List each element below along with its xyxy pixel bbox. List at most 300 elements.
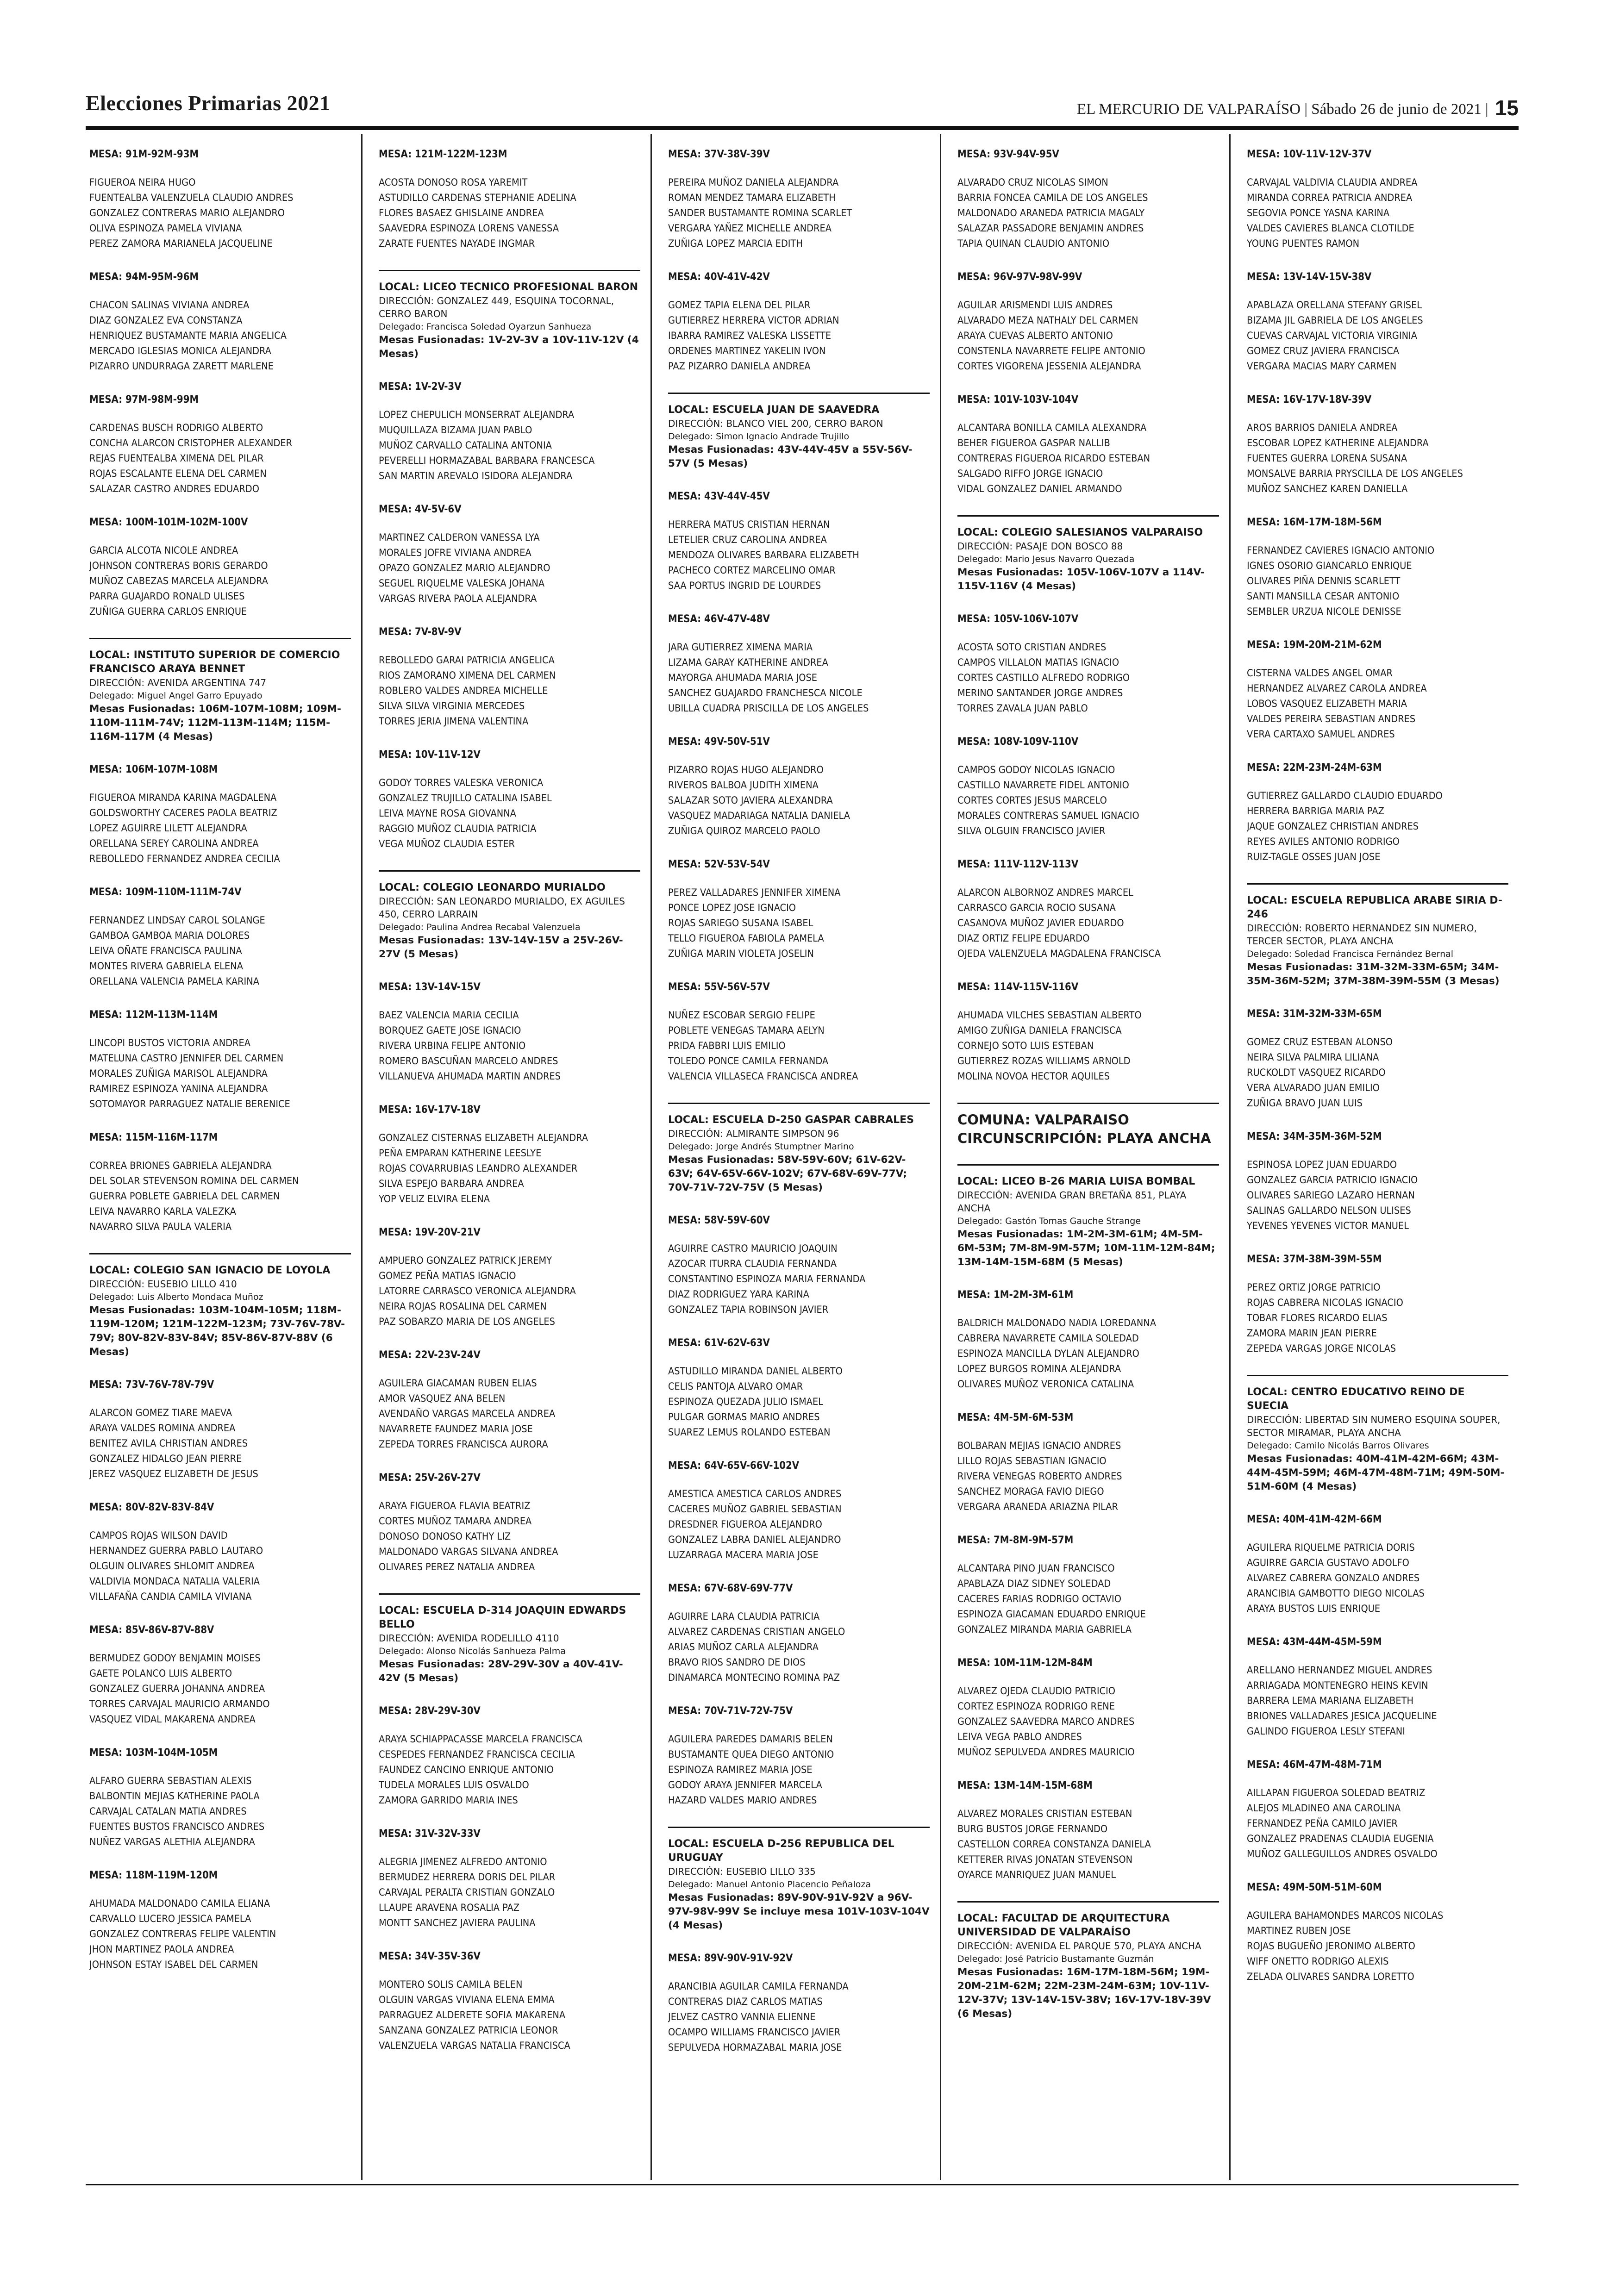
column-divider <box>1229 134 1231 2180</box>
member-name: BUSTAMANTE QUEA DIEGO ANTONIO <box>668 1749 834 1760</box>
member-name: NUÑEZ VARGAS ALETHIA ALEJANDRA <box>89 1836 255 1848</box>
member-name: MORALES CONTRERAS SAMUEL IGNACIO <box>957 810 1139 822</box>
member-name: CORNEJO SOTO LUIS ESTEBAN <box>957 1040 1094 1052</box>
member-name: CHACON SALINAS VIVIANA ANDREA <box>89 299 250 311</box>
local-block <box>957 515 1219 593</box>
local-delegate: Delegado: Francisca Soledad Oyarzun Sanhueza <box>379 322 592 332</box>
member-list <box>957 1561 1193 1637</box>
mesa-title: MESA: 22V-23V-24V <box>379 1349 481 1361</box>
member-name: VALENZUELA VARGAS NATALIA FRANCISCA <box>379 2040 570 2052</box>
local-address: DIRECCIÓN: SAN LEONARDO MURIALDO, EX AGUILES 450, CERRO LARRAIN <box>379 896 625 920</box>
member-name: CORTES CORTES JESUS MARCELO <box>957 795 1107 806</box>
member-name: REBOLLEDO FERNANDEZ ANDREA CECILIA <box>89 853 280 865</box>
mesa-title: MESA: 10V-11V-12V <box>379 749 481 761</box>
member-list <box>668 1486 904 1563</box>
member-name: FLORES BASAEZ GHISLAINE ANDREA <box>379 207 544 219</box>
column-2 <box>379 147 640 2072</box>
mesa-block <box>89 270 351 374</box>
member-name: GUTIERREZ HERRERA VICTOR ADRIAN <box>668 315 839 326</box>
member-list <box>957 1438 1193 1515</box>
member-name: GONZALEZ HIDALGO JEAN PIERRE <box>89 1453 242 1465</box>
member-name: LIZAMA GARAY KATHERINE ANDREA <box>668 657 828 668</box>
member-name: SANDER BUSTAMANTE ROMINA SCARLET <box>668 207 852 219</box>
mesa-title: MESA: 91M-92M-93M <box>89 149 199 160</box>
member-name: OLIVARES SARIEGO LAZARO HERNAN <box>1247 1190 1415 1201</box>
member-name: AMOR VASQUEZ ANA BELEN <box>379 1393 506 1404</box>
member-name: PULGAR GORMAS MARIO ANDRES <box>668 1411 820 1423</box>
member-name: PEREIRA MUÑOZ DANIELA ALEJANDRA <box>668 177 839 188</box>
member-name: SANCHEZ GUAJARDO FRANCHESCA NICOLE <box>668 687 863 699</box>
member-name: PONCE LOPEZ JOSE IGNACIO <box>668 902 796 914</box>
member-name: PEREZ ORTIZ JORGE PATRICIO <box>1247 1282 1381 1293</box>
member-name: NEIRA ROJAS ROSALINA DEL CARMEN <box>379 1301 547 1312</box>
local-block <box>668 1103 930 1195</box>
mesa-block <box>89 1500 351 1604</box>
member-name: ROMERO BASCUÑAN MARCELO ANDRES <box>379 1055 558 1067</box>
member-name: KETTERER RIVAS JONATAN STEVENSON <box>957 1854 1133 1866</box>
merged-tables: Mesas Fusionadas: 43V-44V-45V a 55V-56V-57V (5 Mesas) <box>668 444 913 469</box>
member-name: SEGUEL RIQUELME VALESKA JOHANA <box>379 578 545 589</box>
mesa-block <box>957 857 1219 961</box>
mesa-title: MESA: 22M-23M-24M-63M <box>1247 762 1382 774</box>
member-list <box>379 775 614 852</box>
mesa-block <box>1247 1129 1508 1234</box>
member-list <box>89 1896 325 1972</box>
member-name: DIAZ ORTIZ FELIPE EDUARDO <box>957 933 1090 944</box>
member-name: YEVENES YEVENES VICTOR MANUEL <box>1247 1220 1409 1232</box>
member-list <box>668 1241 904 1317</box>
member-name: SOTOMAYOR PARRAGUEZ NATALIE BERENICE <box>89 1098 290 1110</box>
mesa-block <box>89 147 351 251</box>
member-name: MUÑOZ CARVALLO CATALINA ANTONIA <box>379 440 552 451</box>
member-name: YOUNG PUENTES RAMON <box>1247 238 1360 250</box>
member-name: ROJAS CABRERA NICOLAS IGNACIO <box>1247 1297 1403 1309</box>
member-list <box>89 543 325 619</box>
mesa-block <box>668 1459 930 1563</box>
member-list <box>379 175 614 251</box>
local-block <box>379 270 640 361</box>
local-address: DIRECCIÓN: EUSEBIO LILLO 335 <box>668 1866 816 1877</box>
member-name: GAMBOA GAMBOA MARIA DOLORES <box>89 930 250 942</box>
mesa-title: MESA: 93V-94V-95V <box>957 149 1059 160</box>
member-name: REYES AVILES ANTONIO RODRIGO <box>1247 836 1400 848</box>
member-list <box>957 1008 1193 1084</box>
mesa-title: MESA: 1V-2V-3V <box>379 381 462 393</box>
member-name: BORQUEZ GAETE JOSE IGNACIO <box>379 1025 521 1036</box>
member-name: GONZALEZ CISTERNAS ELIZABETH ALEJANDRA <box>379 1132 588 1144</box>
member-list <box>89 1528 325 1604</box>
mesa-title: MESA: 7V-8V-9V <box>379 626 462 638</box>
member-name: BERMUDEZ GODOY BENJAMIN MOISES <box>89 1653 261 1664</box>
mesa-title: MESA: 13V-14V-15V <box>379 981 481 993</box>
member-name: SALAZAR CASTRO ANDRES EDUARDO <box>89 483 259 495</box>
member-list <box>957 298 1193 374</box>
member-name: SILVA ESPEJO BARBARA ANDREA <box>379 1178 524 1190</box>
member-name: GUERRA POBLETE GABRIELA DEL CARMEN <box>89 1191 280 1202</box>
member-list <box>89 298 325 374</box>
member-name: CELIS PANTOJA ALVARO OMAR <box>668 1381 803 1392</box>
member-name: MONTES RIVERA GABRIELA ELENA <box>89 961 243 972</box>
member-list <box>668 762 904 839</box>
member-name: RIVERA VENEGAS ROBERTO ANDRES <box>957 1471 1122 1482</box>
mesa-title: MESA: 108V-109V-110V <box>957 736 1079 748</box>
member-list <box>957 175 1193 251</box>
member-name: ALVAREZ CABRERA GONZALO ANDRES <box>1247 1572 1420 1584</box>
local-delegate: Delegado: Gastón Tomas Gauche Strange <box>957 1216 1141 1226</box>
member-name: SALAZAR PASSADORE BENJAMIN ANDRES <box>957 223 1144 234</box>
publication-line <box>1077 95 1519 120</box>
member-name: FIGUEROA NEIRA HUGO <box>89 177 196 188</box>
member-name: BALDRICH MALDONADO NADIA LOREDANNA <box>957 1317 1157 1329</box>
member-name: GONZALEZ SAAVEDRA MARCO ANDRES <box>957 1716 1135 1728</box>
member-list <box>379 407 614 484</box>
member-list <box>957 1806 1193 1883</box>
member-name: SEPULVEDA HORMAZABAL MARIA JOSE <box>668 2042 842 2053</box>
mesa-title: MESA: 28V-29V-30V <box>379 1705 481 1717</box>
local-block <box>89 638 351 744</box>
member-name: JEREZ VASQUEZ ELIZABETH DE JESUS <box>89 1468 258 1480</box>
mesa-block <box>89 885 351 989</box>
member-name: ARAYA CUEVAS ALBERTO ANTONIO <box>957 330 1113 342</box>
member-list <box>957 1316 1193 1392</box>
member-name: ARELLANO HERNANDEZ MIGUEL ANDRES <box>1247 1665 1432 1676</box>
mesa-block <box>1247 1635 1508 1739</box>
member-name: SAA PORTUS INGRID DE LOURDES <box>668 580 821 592</box>
member-name: SANTI MANSILLA CESAR ANTONIO <box>1247 591 1400 602</box>
local-title: LOCAL: ESCUELA D-314 JOAQUIN EDWARDS BELLO <box>379 1605 626 1630</box>
merged-tables: Mesas Fusionadas: 31M-32M-33M-65M; 34M-35M-36M-52M; 37M-38M-39M-55M (3 Mesas) <box>1247 961 1500 987</box>
member-name: RIVEROS BALBOA JUDITH XIMENA <box>668 780 819 791</box>
mesa-block <box>1247 270 1508 374</box>
mesa-title: MESA: 73V-76V-78V-79V <box>89 1379 214 1391</box>
member-name: JOHNSON CONTRERAS BORIS GERARDO <box>89 560 268 572</box>
member-name: PARRAGUEZ ALDERETE SOFIA MAKARENA <box>379 2009 566 2021</box>
mesa-title: MESA: 19M-20M-21M-62M <box>1247 639 1382 651</box>
mesa-title: MESA: 52V-53V-54V <box>668 859 770 870</box>
member-name: ESPINOZA MANCILLA DYLAN ALEJANDRO <box>957 1348 1139 1360</box>
member-name: SUAREZ LEMUS ROLANDO ESTEBAN <box>668 1427 831 1438</box>
member-name: ROBLERO VALDES ANDREA MICHELLE <box>379 685 548 697</box>
member-name: OCAMPO WILLIAMS FRANCISCO JAVIER <box>668 2027 841 2038</box>
local-title: LOCAL: LICEO B-26 MARIA LUISA BOMBAL <box>957 1176 1195 1187</box>
member-name: CAMPOS ROJAS WILSON DAVID <box>89 1530 228 1541</box>
member-name: CORREA BRIONES GABRIELA ALEJANDRA <box>89 1160 272 1172</box>
member-name: BOLBARAN MEJIAS IGNACIO ANDRES <box>957 1440 1121 1452</box>
merged-tables: Mesas Fusionadas: 103M-104M-105M; 118M-119M-120M; 121M-122M-123M; 73V-76V-78V-79V; 80V-82V-83V-84V; 85V-86V-87V-88V (6 Mesas) <box>89 1304 345 1358</box>
member-name: CESPEDES FERNANDEZ FRANCISCA CECILIA <box>379 1749 575 1760</box>
local-block <box>668 1827 930 1933</box>
mesa-block <box>1247 1252 1508 1356</box>
member-name: FUENTEALBA VALENZUELA CLAUDIO ANDRES <box>89 192 294 204</box>
member-name: MENDOZA OLIVARES BARBARA ELIZABETH <box>668 549 859 561</box>
merged-tables: Mesas Fusionadas: 28V-29V-30V a 40V-41V-42V (5 Mesas) <box>379 1659 623 1684</box>
member-name: SEGOVIA PONCE YASNA KARINA <box>1247 207 1390 219</box>
member-name: RIVERA URBINA FELIPE ANTONIO <box>379 1040 526 1052</box>
member-name: VERGARA MACIAS MARY CARMEN <box>1247 361 1397 372</box>
member-name: FUENTES BUSTOS FRANCISCO ANDRES <box>89 1821 265 1833</box>
member-name: MALDONADO ARANEDA PATRICIA MAGALY <box>957 207 1145 219</box>
member-name: GONZALEZ GARCIA PATRICIO IGNACIO <box>1247 1174 1418 1186</box>
member-name: HERRERA MATUS CRISTIAN HERNAN <box>668 519 830 530</box>
member-list <box>668 640 904 716</box>
member-name: GOMEZ CRUZ JAVIERA FRANCISCA <box>1247 345 1400 357</box>
member-name: PEREZ VALLADARES JENNIFER XIMENA <box>668 887 841 898</box>
member-name: ALVAREZ MORALES CRISTIAN ESTEBAN <box>957 1808 1132 1820</box>
member-name: CAMPOS VILLALON MATIAS IGNACIO <box>957 657 1119 668</box>
member-name: AILLAPAN FIGUEROA SOLEDAD BEATRIZ <box>1247 1787 1426 1799</box>
member-name: MONTERO SOLIS CAMILA BELEN <box>379 1979 523 1990</box>
member-name: LOBOS VASQUEZ ELIZABETH MARIA <box>1247 698 1407 710</box>
member-name: CORTES CASTILLO ALFREDO RODRIGO <box>957 672 1130 684</box>
member-name: RIOS ZAMORANO XIMENA DEL CARMEN <box>379 670 556 681</box>
mesa-title: MESA: 10V-11V-12V-37V <box>1247 149 1372 160</box>
member-name: LINCOPI BUSTOS VICTORIA ANDREA <box>89 1037 251 1049</box>
member-name: PEREZ ZAMORA MARIANELA JACQUELINE <box>89 238 273 250</box>
member-name: ZUÑIGA BRAVO JUAN LUIS <box>1247 1098 1363 1109</box>
merged-tables: Mesas Fusionadas: 40M-41M-42M-66M; 43M-44M-45M-59M; 46M-47M-48M-71M; 49M-50M-51M-60M (4 Mesas) <box>1247 1453 1505 1492</box>
mesa-block <box>957 1656 1219 1760</box>
member-name: NUÑEZ ESCOBAR SERGIO FELIPE <box>668 1010 815 1021</box>
member-name: CARVAJAL VALDIVIA CLAUDIA ANDREA <box>1247 177 1418 188</box>
member-name: HERNANDEZ GUERRA PABLO LAUTARO <box>89 1545 263 1557</box>
local-address: DIRECCIÓN: EUSEBIO LILLO 410 <box>89 1279 237 1290</box>
member-name: IGNES OSORIO GIANCARLO ENRIQUE <box>1247 560 1412 572</box>
member-list <box>89 175 325 251</box>
member-name: OJEDA VALENZUELA MAGDALENA FRANCISCA <box>957 948 1161 960</box>
mesa-title: MESA: 85V-86V-87V-88V <box>89 1624 214 1636</box>
mesa-title: MESA: 49V-50V-51V <box>668 736 770 748</box>
section-title: Elecciones Primarias 2021 <box>86 91 331 115</box>
mesa-title: MESA: 80V-82V-83V-84V <box>89 1502 214 1513</box>
mesa-title: MESA: 55V-56V-57V <box>668 981 770 993</box>
header-rule <box>86 126 1519 130</box>
member-name: AZOCAR ITURRA CLAUDIA FERNANDA <box>668 1258 837 1270</box>
member-name: ARANCIBIA GAMBOTTO DIEGO NICOLAS <box>1247 1588 1425 1599</box>
member-name: CORTES MUÑOZ TAMARA ANDREA <box>379 1516 532 1527</box>
member-name: MONTT SANCHEZ JAVIERA PAULINA <box>379 1917 536 1929</box>
member-name: AGUILERA GIACAMAN RUBEN ELIAS <box>379 1378 537 1389</box>
local-delegate: Delegado: Miguel Angel Garro Epuyado <box>89 691 263 701</box>
mesa-title: MESA: 40V-41V-42V <box>668 271 770 283</box>
member-name: LOPEZ AGUIRRE LILETT ALEJANDRA <box>89 823 247 834</box>
member-name: MARTINEZ CALDERON VANESSA LYA <box>379 532 540 543</box>
member-list <box>1247 666 1482 742</box>
member-name: VALDIVIA MONDACA NATALIA VALERIA <box>89 1576 260 1587</box>
member-name: ZUÑIGA QUIROZ MARCELO PAOLO <box>668 825 820 837</box>
mesa-title: MESA: 16V-17V-18V-39V <box>1247 394 1372 406</box>
member-name: JAQUE GONZALEZ CHRISTIAN ANDRES <box>1247 821 1419 832</box>
member-name: GONZALEZ TAPIA ROBINSON JAVIER <box>668 1304 829 1316</box>
member-name: CACERES MUÑOZ GABRIEL SEBASTIAN <box>668 1504 842 1515</box>
member-name: GONZALEZ TRUJILLO CATALINA ISABEL <box>379 792 552 804</box>
member-name: OPAZO GONZALEZ MARIO ALEJANDRO <box>379 562 550 574</box>
member-name: CARVAJAL PERALTA CRISTIAN GONZALO <box>379 1887 555 1898</box>
member-name: TORRES CARVAJAL MAURICIO ARMANDO <box>89 1698 270 1710</box>
member-name: VALDES CAVIERES BLANCA CLOTILDE <box>1247 223 1414 234</box>
member-name: MARTINEZ RUBEN JOSE <box>1247 1925 1351 1937</box>
mesa-title: MESA: 34M-35M-36M-52M <box>1247 1131 1382 1142</box>
mesa-title: MESA: 111V-112V-113V <box>957 859 1079 870</box>
member-name: PARRA GUAJARDO RONALD ULISES <box>89 591 245 602</box>
mesa-block <box>668 270 930 374</box>
member-name: MERCADO IGLESIAS MONICA ALEJANDRA <box>89 345 271 357</box>
member-name: FAUNDEZ CANCINO ENRIQUE ANTONIO <box>379 1764 554 1776</box>
member-name: ALVAREZ OJEDA CLAUDIO PATRICIO <box>957 1685 1116 1697</box>
mesa-block <box>89 515 351 619</box>
member-name: OLIVARES PIÑA DENNIS SCARLETT <box>1247 575 1401 587</box>
member-list <box>668 1008 904 1084</box>
mesa-title: MESA: 13M-14M-15M-68M <box>957 1780 1093 1791</box>
mesa-block <box>1247 1007 1508 1111</box>
member-name: REJAS FUENTEALBA XIMENA DEL PILAR <box>89 453 264 464</box>
merged-tables: Mesas Fusionadas: 1V-2V-3V a 10V-11V-12V (4 Mesas) <box>379 334 639 360</box>
comuna-heading-line: CIRCUNSCRIPCIÓN: PLAYA ANCHA <box>957 1130 1211 1146</box>
member-name: VIDAL GONZALEZ DANIEL ARMANDO <box>957 483 1122 495</box>
member-name: YOP VELIZ ELVIRA ELENA <box>379 1193 490 1205</box>
column-4 <box>957 147 1219 2040</box>
mesa-title: MESA: 67V-68V-69V-77V <box>668 1583 793 1594</box>
member-name: BEHER FIGUEROA GASPAR NALLIB <box>957 437 1110 449</box>
member-name: TORRES JERIA JIMENA VALENTINA <box>379 716 529 727</box>
mesa-block <box>957 1533 1219 1637</box>
member-name: ACOSTA DONOSO ROSA YAREMIT <box>379 177 528 188</box>
member-name: VASQUEZ VIDAL MAKARENA ANDREA <box>89 1714 256 1725</box>
comuna-heading-line: COMUNA: VALPARAISO <box>957 1112 1129 1128</box>
mesa-block <box>89 1746 351 1850</box>
member-list <box>957 885 1193 961</box>
member-list <box>1247 1785 1482 1862</box>
member-name: ALEJOS MLADINEO ANA CAROLINA <box>1247 1803 1401 1814</box>
member-name: BIZAMA JIL GABRIELA DE LOS ANGELES <box>1247 315 1423 326</box>
member-name: LEIVA NAVARRO KARLA VALEZKA <box>89 1206 236 1217</box>
member-name: ARANCIBIA AGUILAR CAMILA FERNANDA <box>668 1981 849 1992</box>
member-name: ALFARO GUERRA SEBASTIAN ALEXIS <box>89 1775 252 1787</box>
mesa-title: MESA: 106M-107M-108M <box>89 764 218 775</box>
local-address: DIRECCIÓN: ALMIRANTE SIMPSON 96 <box>668 1128 839 1139</box>
local-delegate: Delegado: Camilo Nicolás Barros Olivares <box>1247 1441 1429 1451</box>
mesa-title: MESA: 1M-2M-3M-61M <box>957 1289 1074 1301</box>
member-name: LOPEZ CHEPULICH MONSERRAT ALEJANDRA <box>379 409 575 421</box>
member-name: BRAVO RIOS SANDRO DE DIOS <box>668 1657 806 1668</box>
member-list <box>89 790 325 867</box>
member-name: GALINDO FIGUEROA LESLY STEFANI <box>1247 1726 1405 1737</box>
member-name: FERNANDEZ CAVIERES IGNACIO ANTONIO <box>1247 545 1435 556</box>
mesa-title: MESA: 37M-38M-39M-55M <box>1247 1254 1382 1265</box>
member-name: GOMEZ CRUZ ESTEBAN ALONSO <box>1247 1036 1393 1048</box>
merged-tables: Mesas Fusionadas: 105V-106V-107V a 114V-115V-116V (4 Mesas) <box>957 567 1205 592</box>
column-divider <box>650 134 652 2180</box>
member-name: DEL SOLAR STEVENSON ROMINA DEL CARMEN <box>89 1175 299 1187</box>
member-name: GOMEZ TAPIA ELENA DEL PILAR <box>668 299 811 311</box>
member-name: ESPINOZA RAMIREZ MARIA JOSE <box>668 1764 813 1776</box>
member-name: BAEZ VALENCIA MARIA CECILIA <box>379 1010 519 1021</box>
member-name: ASTUDILLO CARDENAS STEPHANIE ADELINA <box>379 192 576 204</box>
local-address: DIRECCIÓN: ROBERTO HERNANDEZ SIN NUMERO, TERCER SECTOR, PLAYA ANCHA <box>1247 923 1477 947</box>
member-list <box>668 1609 904 1685</box>
merged-tables: Mesas Fusionadas: 106M-107M-108M; 109M-110M-111M-74V; 112M-113M-114M; 115M-116M-117M (4 Mesas) <box>89 703 341 742</box>
member-name: CARRASCO GARCIA ROCIO SUSANA <box>957 902 1116 914</box>
mesa-block <box>957 393 1219 497</box>
member-name: ROJAS COVARRUBIAS LEANDRO ALEXANDER <box>379 1163 578 1174</box>
member-name: RUCKOLDT VASQUEZ RICARDO <box>1247 1067 1386 1079</box>
publication-name: EL MERCURIO DE VALPARAÍSO <box>1076 101 1301 118</box>
member-name: VARGAS RIVERA PAOLA ALEJANDRA <box>379 593 537 605</box>
member-list <box>89 420 325 497</box>
mesa-title: MESA: 34V-35V-36V <box>379 1951 481 1962</box>
member-name: ORELLANA SEREY CAROLINA ANDREA <box>89 838 259 849</box>
member-name: WIFF ONETTO RODRIGO ALEXIS <box>1247 1956 1389 1967</box>
member-name: FERNANDEZ PEÑA CAMILO JAVIER <box>1247 1818 1398 1829</box>
member-name: GODOY TORRES VALESKA VERONICA <box>379 777 544 789</box>
mesa-title: MESA: 121M-122M-123M <box>379 149 507 160</box>
member-name: NEIRA SILVA PALMIRA LILIANA <box>1247 1052 1379 1063</box>
member-name: ALARCON ALBORNOZ ANDRES MARCEL <box>957 887 1133 898</box>
member-name: POBLETE VENEGAS TAMARA AELYN <box>668 1025 825 1036</box>
member-name: SANCHEZ MORAGA FAVIO DIEGO <box>957 1486 1104 1497</box>
mesa-title: MESA: 109M-110M-111M-74V <box>89 886 242 898</box>
merged-tables: Mesas Fusionadas: 1M-2M-3M-61M; 4M-5M-6M-53M; 7M-8M-9M-57M; 10M-11M-12M-84M; 13M-14M-15M-68M (5 Mesas) <box>957 1229 1215 1268</box>
member-name: AHUMADA VILCHES SEBASTIAN ALBERTO <box>957 1010 1142 1021</box>
member-name: VALENCIA VILLASECA FRANCISCA ANDREA <box>668 1071 858 1082</box>
member-name: DRESDNER FIGUEROA ALEJANDRO <box>668 1519 822 1530</box>
member-name: AGUIRRE LARA CLAUDIA PATRICIA <box>668 1611 820 1622</box>
member-name: CORTES VIGORENA JESSENIA ALEJANDRA <box>957 361 1141 372</box>
member-name: FUENTES GUERRA LORENA SUSANA <box>1247 453 1407 464</box>
member-name: CORTEZ ESPINOZA RODRIGO RENE <box>957 1701 1115 1712</box>
member-name: VEGA MUÑOZ CLAUDIA ESTER <box>379 838 515 850</box>
member-name: CASTILLO NAVARRETE FIDEL ANTONIO <box>957 780 1129 791</box>
member-list <box>957 1684 1193 1760</box>
member-name: GONZALEZ PRADENAS CLAUDIA EUGENIA <box>1247 1833 1434 1845</box>
member-list <box>668 1732 904 1808</box>
merged-tables: Mesas Fusionadas: 16M-17M-18M-56M; 19M-20M-21M-62M; 22M-23M-24M-63M; 10V-11V-12V-37V; 13V-14V-15V-38V; 16V-17V-18V-39V (6 Mesas) <box>957 1966 1211 2020</box>
member-name: AVENDAÑO VARGAS MARCELA ANDREA <box>379 1408 556 1420</box>
member-name: TORRES ZAVALA JUAN PABLO <box>957 703 1088 714</box>
member-name: ALVARADO MEZA NATHALY DEL CARMEN <box>957 315 1138 326</box>
member-name: ARAYA SCHIAPPACASSE MARCELA FRANCISCA <box>379 1734 582 1745</box>
member-name: CONSTENLA NAVARRETE FELIPE ANTONIO <box>957 345 1145 357</box>
mesa-block <box>957 980 1219 1084</box>
member-name: VILLAFAÑA CANDIA CAMILA VIVIANA <box>89 1591 252 1603</box>
mesa-block <box>668 1336 930 1440</box>
mesa-title: MESA: 96V-97V-98V-99V <box>957 271 1082 283</box>
member-name: DINAMARCA MONTECINO ROMINA PAZ <box>668 1672 840 1684</box>
member-name: VALDES PEREIRA SEBASTIAN ANDRES <box>1247 713 1416 725</box>
member-name: PRIDA FABBRI LUIS EMILIO <box>668 1040 786 1052</box>
mesa-block <box>379 980 640 1084</box>
member-name: VASQUEZ MADARIAGA NATALIA DANIELA <box>668 810 850 822</box>
member-list <box>668 885 904 961</box>
local-title: LOCAL: ESCUELA D-256 REPUBLICA DEL URUGUAY <box>668 1838 894 1864</box>
member-list <box>1247 1540 1482 1616</box>
member-list <box>379 653 614 729</box>
member-name: OLIVARES MUÑOZ VERONICA CATALINA <box>957 1379 1134 1390</box>
member-name: NAVARRETE FAUNDEZ MARIA JOSE <box>379 1423 533 1435</box>
member-name: ASTUDILLO MIRANDA DANIEL ALBERTO <box>668 1366 843 1377</box>
member-name: NAVARRO SILVA PAULA VALERIA <box>89 1221 232 1233</box>
member-list <box>89 1036 325 1112</box>
member-list <box>379 530 614 606</box>
mesa-title: MESA: 112M-113M-114M <box>89 1009 218 1021</box>
mesa-title: MESA: 13V-14V-15V-38V <box>1247 271 1372 283</box>
member-name: AHUMADA MALDONADO CAMILA ELIANA <box>89 1898 270 1909</box>
member-name: ACOSTA SOTO CRISTIAN ANDRES <box>957 642 1107 653</box>
member-list <box>668 175 904 251</box>
mesa-block <box>89 1130 351 1235</box>
mesa-block <box>1247 1880 1508 1984</box>
local-address: DIRECCIÓN: BLANCO VIEL 200, CERRO BARON <box>668 418 883 429</box>
local-title: LOCAL: COLEGIO LEONARDO MURIALDO <box>379 882 606 893</box>
